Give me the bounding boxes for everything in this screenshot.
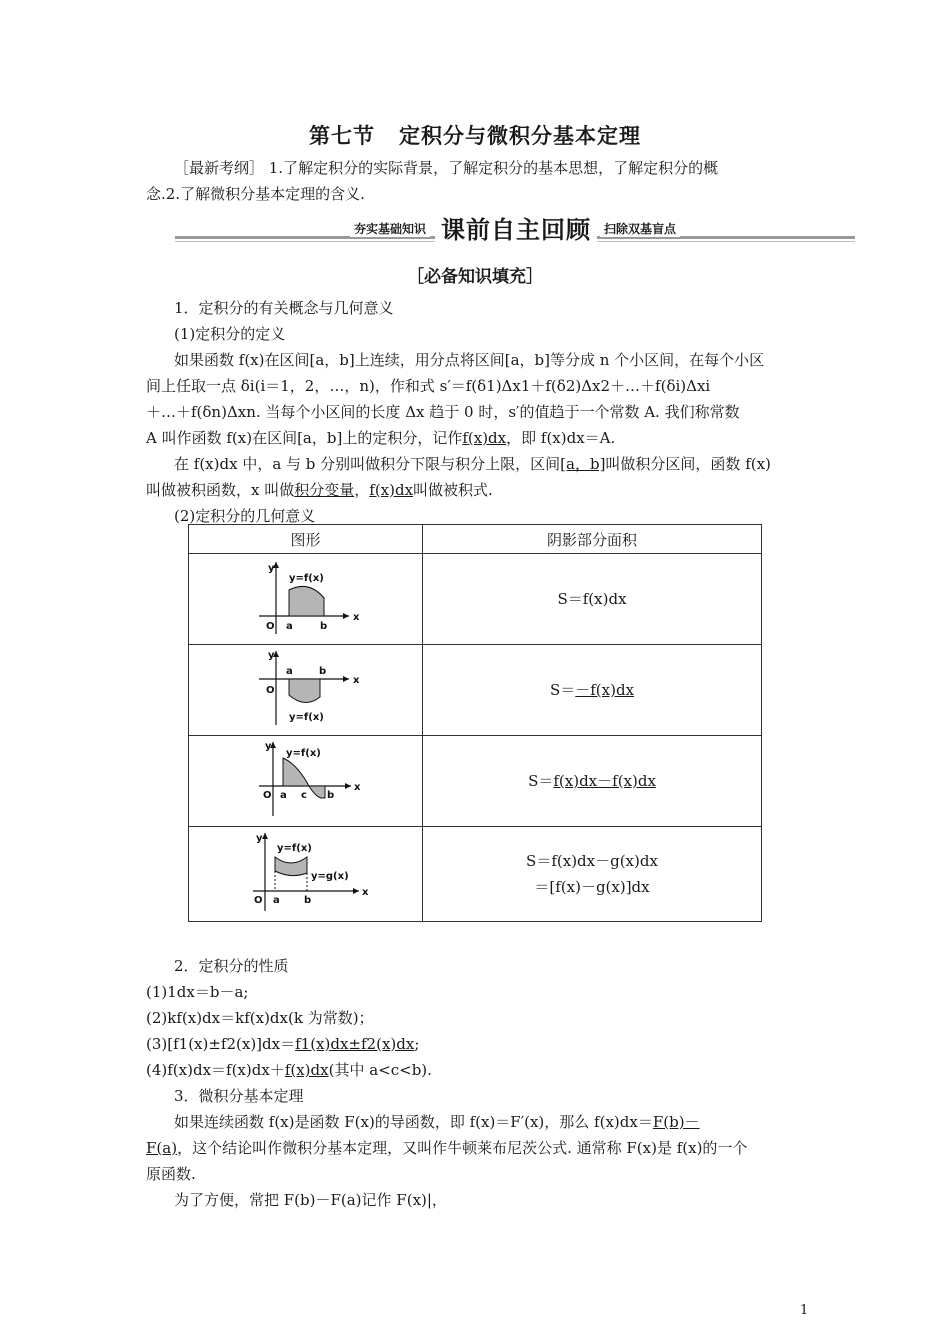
area-formula: f(x)dx－g(x)dx bbox=[551, 852, 658, 870]
section-banner bbox=[175, 212, 855, 246]
subheading: ［必备知识填充］ bbox=[407, 267, 543, 287]
s2-item-2-text: (2)kf(x)dx＝kf(x)dx(k 为常数)； bbox=[146, 1009, 374, 1027]
x-axis-label: x bbox=[362, 887, 369, 898]
s3-line-1-blank: F(b)－ bbox=[652, 1113, 700, 1131]
area-cell-4 bbox=[423, 827, 762, 922]
area-formula: f(x)dx－f(x)dx bbox=[553, 772, 656, 790]
section-title: 定积分与微积分基本定理 bbox=[399, 124, 641, 148]
area-cell-3 bbox=[423, 736, 762, 827]
figure-cell-2 bbox=[189, 645, 423, 736]
section-number: 第七节 bbox=[309, 124, 375, 148]
s2-item-3-blank: f1(x)dx±f2(x)dx bbox=[295, 1035, 415, 1053]
figure-cell-1 bbox=[189, 554, 423, 645]
area-prefix: S＝ bbox=[526, 852, 552, 870]
area-line-1 bbox=[423, 848, 761, 874]
s2-item-1-text: (1)1dx＝b－a; bbox=[146, 983, 249, 1001]
s2-item-4 bbox=[146, 1057, 810, 1083]
figure-negative-area bbox=[189, 645, 422, 731]
table-row bbox=[189, 736, 762, 827]
y-axis-label: y bbox=[265, 741, 272, 752]
table-row bbox=[189, 827, 762, 922]
s1-p2-b: 叫做积分区间，函数 f(x) bbox=[605, 455, 771, 473]
s1-p1-blank: f(x)dx bbox=[462, 429, 507, 447]
table-header-figure: 图形 bbox=[189, 525, 423, 554]
s3-line-2-blank: F(a) bbox=[146, 1139, 178, 1157]
s3-heading: 3．微积分基本定理 bbox=[174, 1087, 304, 1105]
s3-line-1-text: 如果连续函数 f(x)是函数 F(x)的导函数，即 f(x)＝F′(x)，那么 f(x)dx＝ bbox=[174, 1113, 653, 1131]
s1-p1-line4-text: A 叫作函数 f(x)在区间[a，b]上的定积分，记作 bbox=[146, 429, 463, 447]
area-prefix: S＝ bbox=[528, 772, 554, 790]
s2-item-3-pre: (3)[f1(x)±f2(x)]dx＝ bbox=[146, 1035, 296, 1053]
s1-p2-blank2: 积分变量 bbox=[294, 481, 355, 499]
figure-positive-area bbox=[189, 554, 422, 640]
s1-p2-a: 在 f(x)dx 中，a 与 b 分别叫做积分下限与积分上限，区间 bbox=[174, 455, 561, 473]
area-formula: －f(x)dx bbox=[575, 681, 635, 699]
y-axis-label: y bbox=[256, 833, 263, 844]
section-3 bbox=[146, 1083, 810, 1213]
area-cell-2 bbox=[423, 645, 762, 736]
x-axis-label: x bbox=[353, 675, 360, 686]
s1-p2-line2 bbox=[146, 477, 810, 503]
figure-mixed-area bbox=[189, 736, 422, 822]
banner-right-text: 扫除双基盲点 bbox=[600, 220, 680, 237]
s2-item-4-pre: (4)f(x)dx＝f(x)dx＋ bbox=[146, 1061, 285, 1079]
s3-line-3: 原函数. bbox=[146, 1165, 196, 1183]
s3-line-4: 为了方便，常把 F(b)－F(a)记作 F(x)|， bbox=[174, 1191, 447, 1209]
s1-p1-line1: 如果函数 f(x)在区间[a，b]上连续，用分点将区间[a，b]等分成 n 个小区间，在每个小区 bbox=[174, 351, 765, 369]
b-label: b bbox=[304, 895, 312, 906]
b-label: b bbox=[319, 666, 327, 677]
s1-p2-d: ， bbox=[354, 481, 370, 499]
origin-label: O bbox=[263, 790, 272, 801]
a-label: a bbox=[280, 790, 287, 801]
area-prefix: S＝ bbox=[549, 681, 576, 699]
s1-p1-line2: 间上任取一点 δi(i＝1，2，…，n)，作和式 s′＝f(δ1)Δx1＋f(δ2)Δx2＋…＋f(δi)Δxi bbox=[146, 377, 711, 395]
c-label: c bbox=[301, 790, 307, 801]
y-axis-label: y bbox=[268, 650, 275, 661]
curve-label-g: y=g(x) bbox=[311, 871, 349, 882]
s2-item-4-blank: f(x)dx bbox=[284, 1061, 329, 1079]
section-2 bbox=[146, 953, 810, 1083]
table-header-area: 阴影部分面积 bbox=[423, 525, 762, 554]
s1-p2-line1 bbox=[146, 451, 810, 477]
s1-p2-blank3: f(x)dx bbox=[369, 481, 414, 499]
table-header-row bbox=[189, 525, 762, 554]
figure-cell-3 bbox=[189, 736, 423, 827]
b-label: b bbox=[327, 790, 335, 801]
s3-line-2-text: ，这个结论叫作微积分基本定理，又叫作牛顿莱布尼茨公式. 通常称 F(x)是 f(x)的一个 bbox=[177, 1139, 748, 1157]
curve-label: y=f(x) bbox=[289, 712, 324, 723]
s1-sub1: (1)定积分的定义 bbox=[174, 325, 286, 343]
geometry-table bbox=[188, 524, 762, 922]
curve-label: y=f(x) bbox=[289, 573, 324, 584]
a-label: a bbox=[286, 621, 293, 632]
area-cell-1 bbox=[423, 554, 762, 645]
curve-label: y=f(x) bbox=[286, 748, 321, 759]
table-row bbox=[189, 554, 762, 645]
a-label: a bbox=[286, 666, 293, 677]
figure-cell-4 bbox=[189, 827, 423, 922]
x-axis-label: x bbox=[353, 612, 360, 623]
origin-label: O bbox=[254, 895, 263, 906]
origin-label: O bbox=[266, 685, 275, 696]
s1-p1-line4 bbox=[146, 425, 810, 451]
s1-sub2: (2)定积分的几何意义 bbox=[174, 507, 316, 525]
s1-p1-tail: ，即 f(x)dx＝A. bbox=[506, 429, 616, 447]
s1-p2-blank1: [a，b] bbox=[560, 455, 606, 473]
section-1 bbox=[146, 295, 810, 529]
s1-p1-line3: ＋…＋f(δn)Δxn. 当每个小区间的长度 Δx 趋于 0 时，s′的值趋于一个常数 A. 我们称常数 bbox=[146, 403, 740, 421]
x-axis-label: x bbox=[354, 782, 361, 793]
b-label: b bbox=[320, 621, 328, 632]
banner-main-text: 课前自主回顾 bbox=[435, 210, 597, 245]
area-formula: f(x)dx bbox=[582, 590, 627, 608]
syllabus-line-2: 念.2.了解微积分基本定理的含义. bbox=[146, 185, 365, 203]
banner-left-text: 夯实基础知识 bbox=[350, 220, 430, 237]
origin-label: O bbox=[266, 621, 275, 632]
s3-line-2 bbox=[146, 1135, 810, 1161]
s1-p2-e: 叫做被积式. bbox=[413, 481, 493, 499]
syllabus-line-1: ［最新考纲］ 1.了解定积分的实际背景，了解定积分的基本思想，了解定积分的概 bbox=[174, 159, 719, 177]
curve-label-f: y=f(x) bbox=[277, 843, 312, 854]
y-axis-label: y bbox=[268, 563, 275, 574]
s2-item-2 bbox=[146, 1005, 810, 1031]
page-number: 1 bbox=[800, 1303, 809, 1318]
s2-item-3 bbox=[146, 1031, 810, 1057]
page-title bbox=[0, 120, 950, 150]
table-row bbox=[189, 645, 762, 736]
a-label: a bbox=[273, 895, 280, 906]
figure-between-curves bbox=[189, 827, 422, 917]
s1-heading: 1．定积分的有关概念与几何意义 bbox=[174, 299, 394, 317]
s1-p2-c: 叫做被积函数，x 叫做 bbox=[146, 481, 295, 499]
syllabus-block bbox=[146, 155, 810, 207]
s2-item-3-post: ; bbox=[414, 1035, 420, 1053]
s3-line-1 bbox=[146, 1109, 810, 1135]
s2-heading: 2．定积分的性质 bbox=[174, 957, 289, 975]
s2-item-4-post: (其中 a<c<b). bbox=[328, 1061, 432, 1079]
area-prefix: S＝ bbox=[557, 590, 583, 608]
s2-item-1 bbox=[146, 979, 810, 1005]
area-line-2: ＝[f(x)－g(x)]dx bbox=[534, 878, 650, 896]
